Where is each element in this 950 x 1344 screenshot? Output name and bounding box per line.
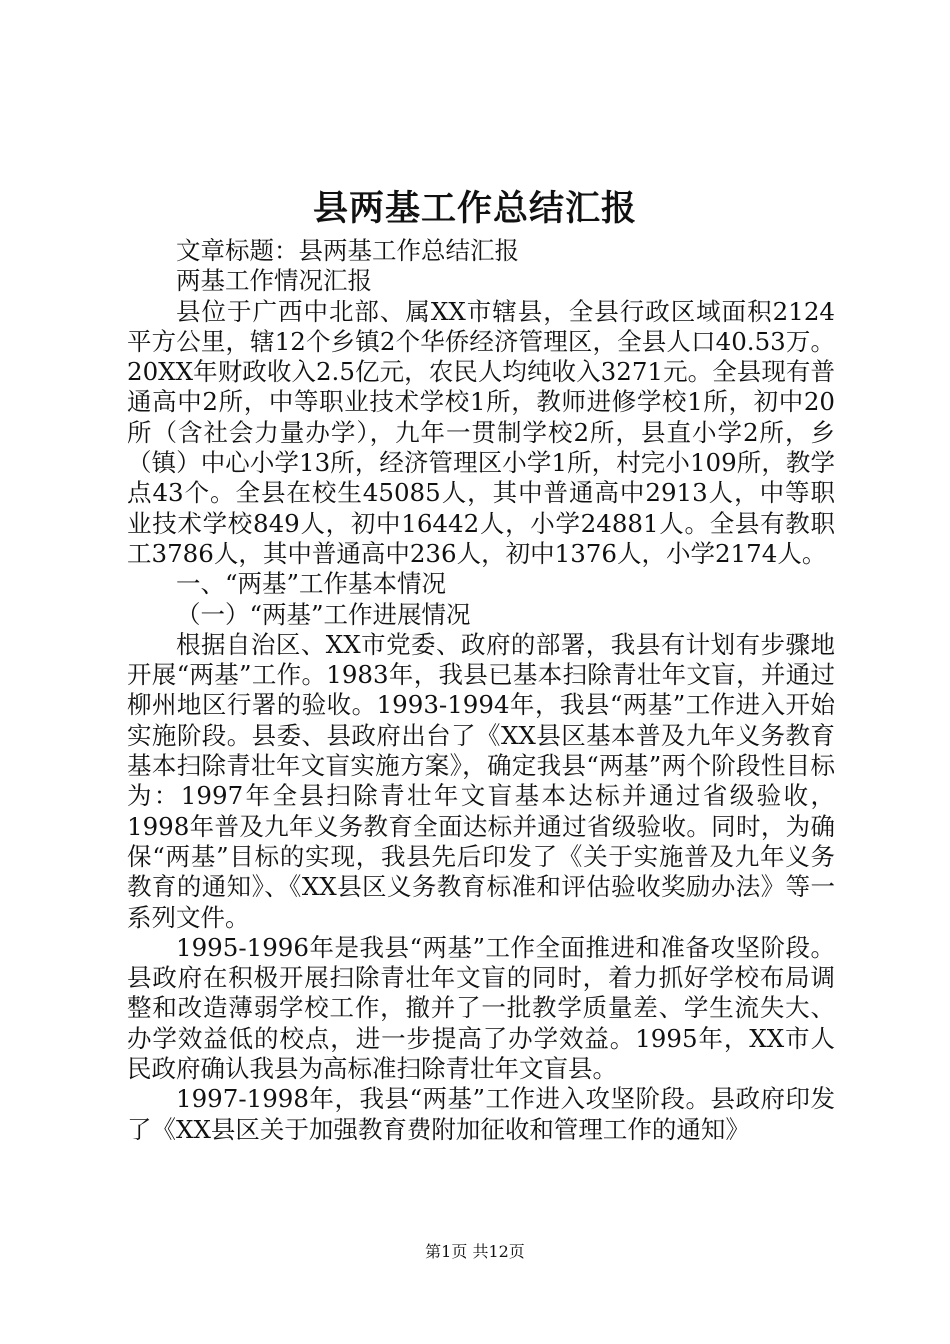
- paragraph-progress: 根据自治区、XX市党委、政府的部署，我县有计划有步骤地开展“两基”工作。1983年，我县已基本扫除青壮年文盲，并通过柳州地区行署的验收。1993-1994年，我县“两基”工作进入开始实施阶段。县委、县政府出台了《XX县区基本普及九年义务教育基本扫除青壮年文盲实施方案》，确定我县“两基”两个阶段性目标为：1997年全县扫除青壮年文盲基本达标并通过省级验收，1998年普及九年义务教育全面达标并通过省级验收。同时，为确保“两基”目标的实现，我县先后印发了《关于实施普及九年义务教育的通知》、《XX县区义务教育标准和评估验收奖励办法》等一系列文件。: [127, 629, 835, 932]
- page-number-footer: 第1页 共12页: [425, 1242, 525, 1261]
- paragraph-subtitle: 两基工作情况汇报: [176, 266, 372, 296]
- paragraph-county-overview: 县位于广西中北部、属XX市辖县，全县行政区域面积2124平方公里，辖12个乡镇2个华侨经济管理区，全县人口40.53万。20XX年财政收入2.5亿元，农民人均纯收入3271元。全县现有普通高中2所，中等职业技术学校1所，教师进修学校1所，初中20所（含社会力量办学），九年一贯制学校2所，县直小学2所，乡（镇）中心小学13所，经济管理区小学1所，村完小109所，教学点43个。全县在校生45085人，其中普通高中2913人，中等职业技术学校849人，初中16442人，小学24881人。全县有教职工3786人，其中普通高中236人，初中1376人，小学2174人。: [127, 296, 835, 568]
- section-heading-1: 一、“两基”工作基本情况: [176, 569, 447, 599]
- paragraph-1997-1998: 1997-1998年，我县“两基”工作进入攻坚阶段。县政府印发了《XX县区关于加强教育费附加征收和管理工作的通知》: [127, 1084, 835, 1144]
- document-body: [127, 236, 835, 1145]
- document-title: 县两基工作总结汇报: [312, 188, 637, 229]
- paragraph-1995-1996: 1995-1996年是我县“两基”工作全面推进和准备攻坚阶段。县政府在积极开展扫除青壮年文盲的同时，着力抓好学校布局调整和改造薄弱学校工作，撤并了一批教学质量差、学生流失大、办学效益低的校点，进一步提高了办学效益。1995年，XX市人民政府确认我县为高标准扫除青壮年文盲县。: [127, 932, 835, 1084]
- subsection-heading-1: （一）“两基”工作进展情况: [176, 599, 471, 629]
- paragraph-article-title: 文章标题：县两基工作总结汇报: [176, 236, 519, 265]
